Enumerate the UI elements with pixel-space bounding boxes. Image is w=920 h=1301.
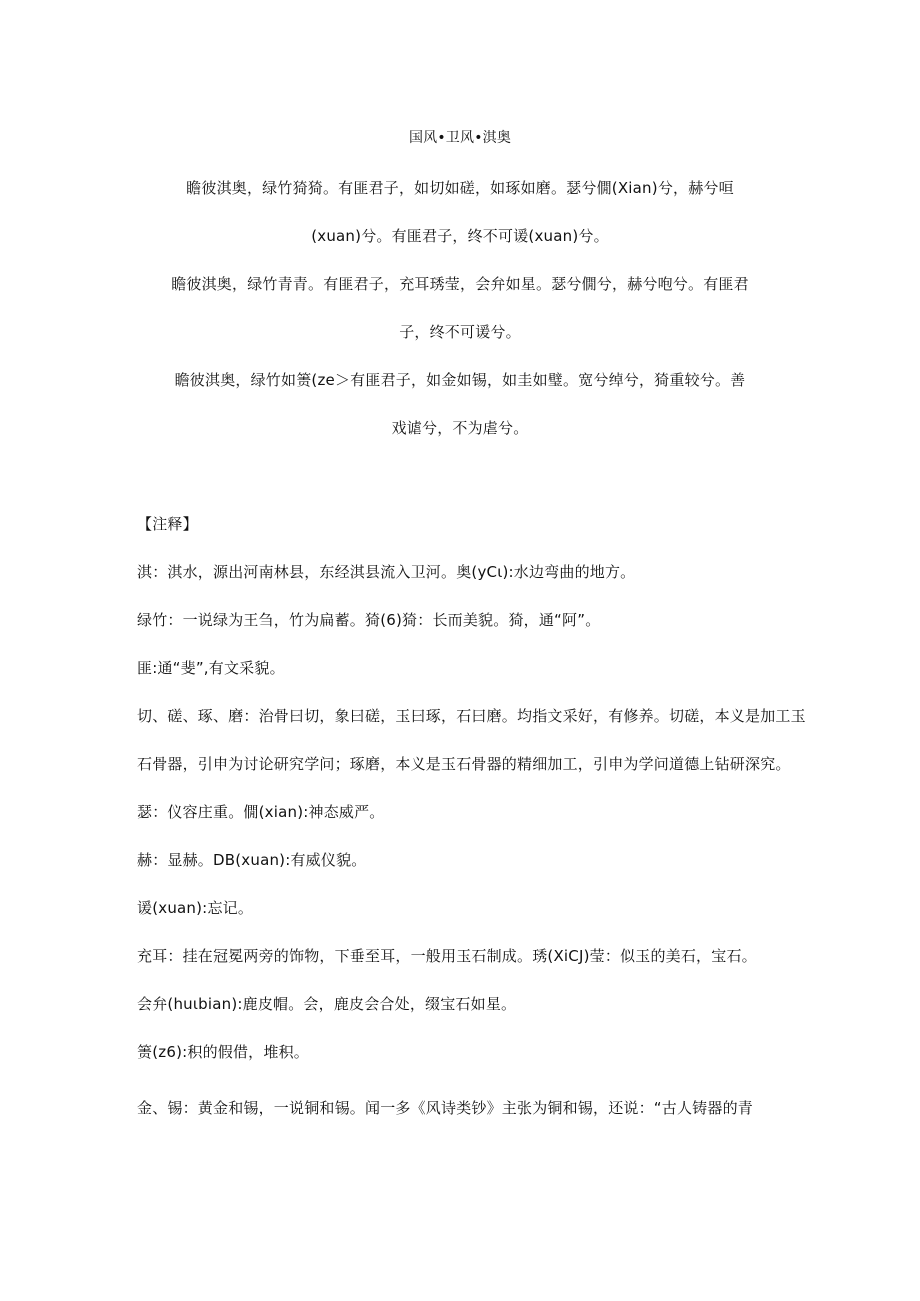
poem-line: 瞻彼淇奥，绿竹猗猗。有匪君子，如切如磋，如琢如磨。瑟兮僩(Xian)兮，赫兮咺 — [186, 179, 734, 197]
poem-line: 子，终不可谖兮。 — [399, 323, 521, 341]
note-item: 谖(xuan):忘记。 — [137, 899, 254, 917]
notes-heading: 【注释】 — [137, 515, 198, 533]
note-item: 石骨器，引申为讨论研究学问；琢磨，本义是玉石骨器的精细加工，引申为学问道德上钻研深究。 — [137, 755, 791, 773]
poem-line: 瞻彼淇奥，绿竹青青。有匪君子，充耳琇莹，会弁如星。瑟兮僩兮，赫兮咆兮。有匪君 — [171, 275, 749, 293]
note-item: 匪:通“斐”,有文采貌。 — [137, 659, 285, 677]
note-item: 绿竹：一说绿为王刍，竹为扁蓄。猗(6)猗：长而美貌。猗，通“阿”。 — [137, 611, 601, 629]
poem-line: (xuan)兮。有匪君子，终不可谖(xuan)兮。 — [311, 227, 609, 245]
note-item: 充耳：挂在冠冕两旁的饰物，下垂至耳，一般用玉石制成。琇(XiCJ)莹：似玉的美石，宝石。 — [137, 947, 757, 965]
note-item: 会弁(huιbian):鹿皮帽。会，鹿皮会合处，缀宝石如星。 — [137, 995, 517, 1013]
poem-title: 国风•卫风•淇奥 — [408, 130, 512, 146]
note-item: 瑟：仪容庄重。僩(xian):神态威严。 — [137, 803, 385, 821]
note-item: 赫：显赫。DB(xuan):有威仪貌。 — [137, 851, 367, 869]
poem-line: 戏谑兮，不为虐兮。 — [391, 419, 529, 437]
note-item: 金、锡：黄金和锡，一说铜和锡。闻一多《风诗类钞》主张为铜和锡，还说：“古人铸器的青 — [137, 1099, 753, 1117]
note-item: 淇：淇水，源出河南林县，东经淇县流入卫河。奥(yCι):水边弯曲的地方。 — [137, 563, 636, 581]
note-item: 箦(z6):积的假借，堆积。 — [137, 1043, 309, 1061]
poem-line: 瞻彼淇奥，绿竹如箦(ze＞有匪君子，如金如锡，如圭如璧。宽兮绰兮，猗重较兮。善 — [174, 371, 746, 389]
note-item: 切、磋、琢、磨：治骨曰切，象曰磋，玉曰琢，石曰磨。均指文采好，有修养。切磋，本义是加工玉 — [137, 707, 806, 725]
